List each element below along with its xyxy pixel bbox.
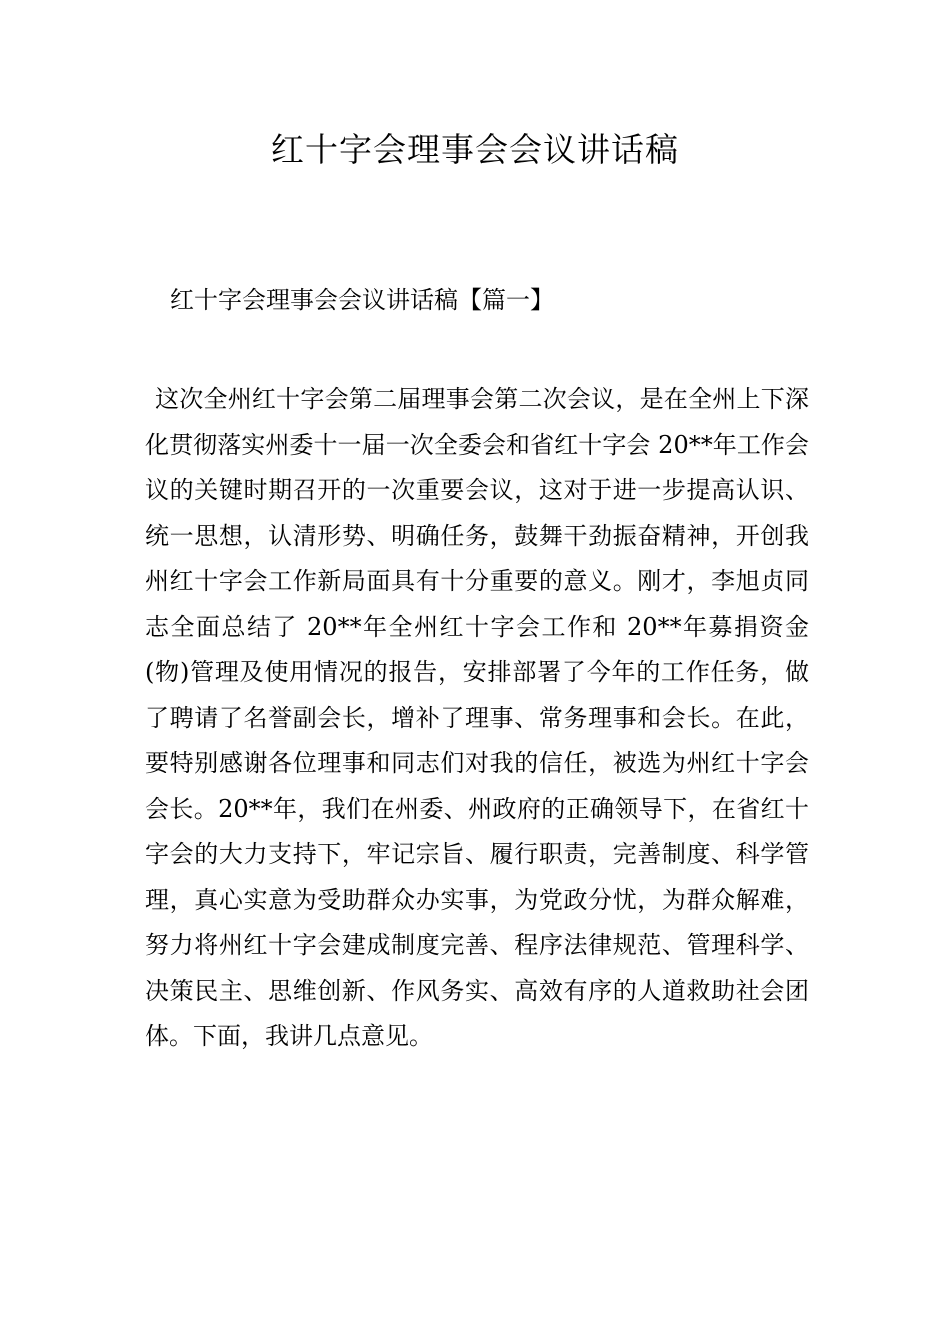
document-title: 红十字会理事会会议讲话稿 (271, 130, 679, 169)
section-heading: 红十字会理事会会议讲话稿【篇一】 (170, 286, 554, 314)
body-paragraph: 这次全州红十字会第二届理事会第二次会议，是在全州上下深化贯彻落实州委十一届一次全委会和省红十字会 20**年工作会议的关键时期召开的一次重要会议，这对于进一步提高认识、统一思想，认清形势、明确任务，鼓舞干劲振奋精神，开创我州红十字会工作新局面具有十分重要的意义。刚才，李旭贞同志全面总结了 20**年全州红十字会工作和 20**年募捐资金(物)管理及使用情况的报告，安排部署了今年的工作任务，做了聘请了名誉副会长，增补了理事、常务理事和会长。在此，要特别感谢各位理事和同志们对我的信任，被选为州红十字会会长。20**年，我们在州委、州政府的正确领导下，在省红十字会的大力支持下，牢记宗旨、履行职责，完善制度、科学管理，真心实意为受助群众办实事，为党政分忧，为群众解难，努力将州红十字会建成制度完善、程序法律规范、管理科学、决策民主、思维创新、作风务实、高效有序的人道救助社会团体。下面，我讲几点意见。 (145, 385, 809, 1050)
